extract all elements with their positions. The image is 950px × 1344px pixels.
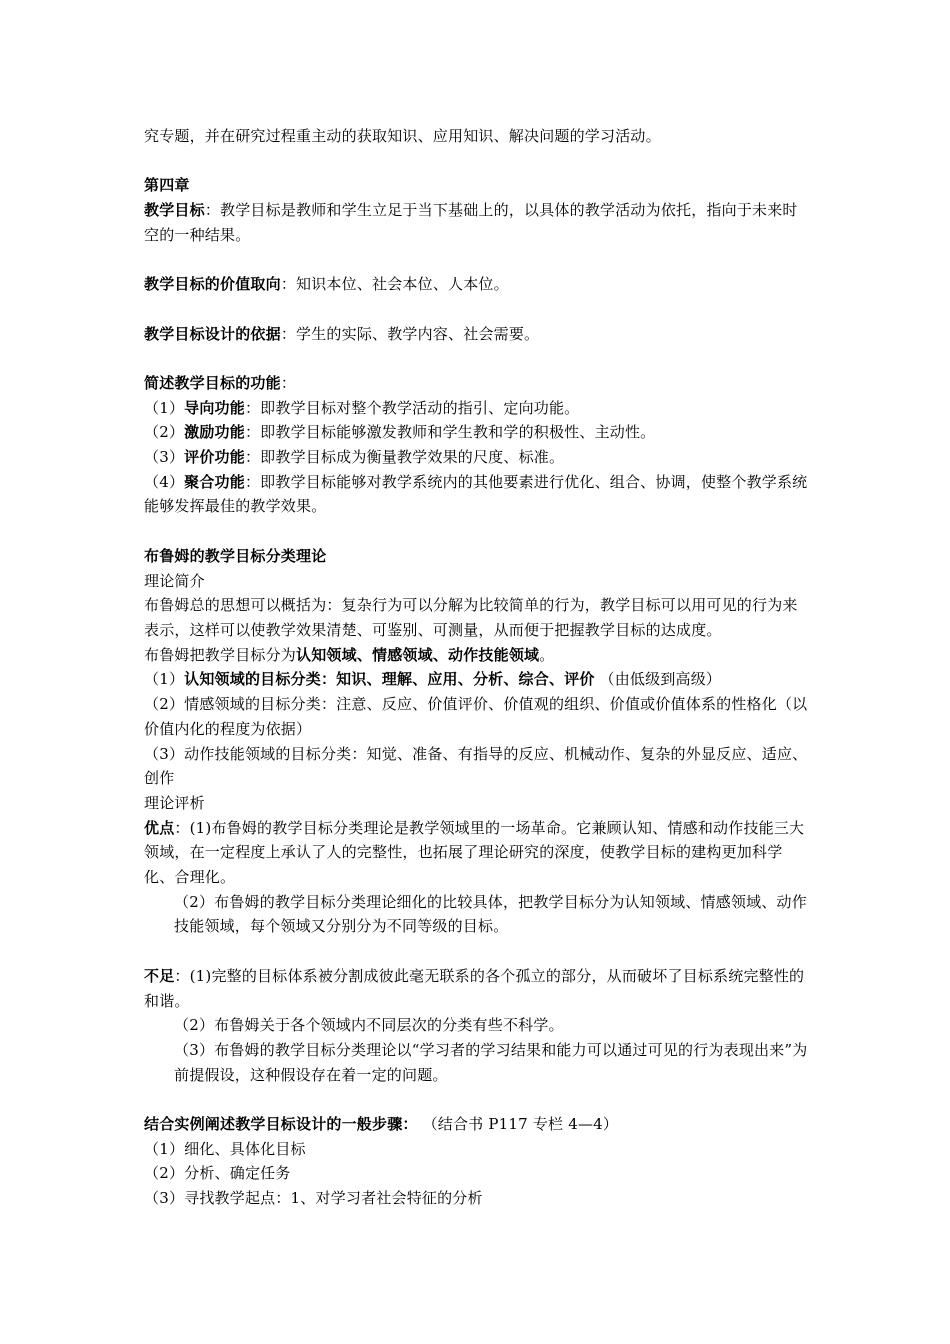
psychomotor-domain: （3）动作技能领域的目标分类：知觉、准备、有指导的反应、机械动作、复杂的外显反应、适应、创作: [144, 744, 808, 788]
goal-definition-term: 教学目标: [144, 201, 205, 220]
value-orientation: 教学目标的价值取向：知识本位、社会本位、人本位。: [144, 275, 509, 294]
design-basis-text: 学生的实际、教学内容、社会需要。: [296, 324, 540, 343]
design-basis: 教学目标设计的依据：学生的实际、教学内容、社会需要。: [144, 324, 540, 343]
bloom-pros-2: （2）布鲁姆的教学目标分类理论细化的比较具体，把教学目标分为认知领域、情感领域、动作技能领域，每个领域又分别分为不同等级的目标。: [174, 892, 807, 936]
intro-paragraph: 究专题，并在研究过程重主动的获取知识、应用知识、解决问题的学习活动。: [144, 127, 661, 145]
chapter-heading: 第四章: [144, 176, 190, 195]
spacer: [144, 248, 810, 273]
bloom-cons-3: （3）布鲁姆的教学目标分类理论以“学习者的学习结果和能力可以通过可见的行为表现出来”为前提假设，这种假设存在着一定的问题。: [174, 1040, 808, 1084]
function-item: （3）评价功能：即教学目标成为衡量教学效果的尺度、标准。: [144, 448, 565, 467]
bloom-pros: 优点：(1)布鲁姆的教学目标分类理论是教学领域里的一场革命。它兼顾认知、情感和动作技能三大领域，在一定程度上承认了人的完整性，也拓展了理论研究的深度，使教学目标的建构更加科学化、合理化。: [144, 818, 805, 887]
step-item: （2）分析、确定任务: [144, 1164, 291, 1183]
spacer: [144, 149, 810, 174]
step-item: （1）细化、具体化目标: [144, 1139, 306, 1158]
bloom-summary: 布鲁姆总的思想可以概括为：复杂行为可以分解为比较简单的行为，教学目标可以用可见的行为来表示，这样可以使教学效果清楚、可鉴别、可测量，从而便于把握教学目标的达成度。: [144, 596, 798, 639]
value-orientation-text: 知识本位、社会本位、人本位。: [296, 275, 509, 294]
bloom-cons-2: （2）布鲁姆关于各个领域内不同层次的分类有些不科学。: [174, 1016, 564, 1035]
spacer: [144, 519, 810, 544]
bloom-analysis-heading: 理论评析: [144, 793, 205, 812]
spacer: [144, 297, 810, 322]
document-body: [144, 124, 810, 1211]
bloom-intro-heading: 理论简介: [144, 571, 205, 590]
spacer: [144, 1087, 810, 1112]
step-item: （3）寻找教学起点：1、对学习者社会特征的分析: [144, 1189, 483, 1208]
value-orientation-term: 教学目标的价值取向: [144, 275, 281, 294]
function-item: （2）激励功能：即教学目标能够激发教师和学生教和学的积极性、主动性。: [144, 423, 656, 442]
spacer: [144, 939, 810, 964]
affective-domain: （2）情感领域的目标分类：注意、反应、价值评价、价值观的组织、价值或价值体系的性格化（以价值内化的程度为依据）: [144, 695, 808, 738]
bloom-cons: 不足：(1)完整的目标体系被分割成彼此毫无联系的各个孤立的部分，从而破坏了目标系统完整性的和谐。: [144, 966, 805, 1010]
functions-heading: 简述教学目标的功能：: [144, 373, 297, 392]
spacer: [144, 346, 810, 371]
goal-definition-text: 教学目标是教师和学生立足于当下基础上的，以具体的教学活动为依托，指向于未来时空的一种结果。: [144, 201, 798, 244]
function-item: （4）聚合功能：即教学目标能够对教学系统内的其他要素进行优化、组合、协调，使整个教学系统能够发挥最佳的教学效果。: [144, 472, 808, 516]
steps-heading: 结合实例阐述教学目标设计的一般步骤： （结合书 P117 专栏 4—4）: [144, 1115, 619, 1134]
bloom-domains: 布鲁姆把教学目标分为认知领域、情感领域、动作技能领域。: [144, 645, 555, 664]
cognitive-domain: （1）认知领域的目标分类：知识、理解、应用、分析、综合、评价 （由低级到高级）: [144, 670, 722, 689]
goal-definition: 教学目标：教学目标是教师和学生立足于当下基础上的，以具体的教学活动为依托，指向于未来时空的一种结果。: [144, 201, 798, 244]
function-item: （1）导向功能：即教学目标对整个教学活动的指引、定向功能。: [144, 398, 580, 417]
design-basis-term: 教学目标设计的依据: [144, 324, 281, 343]
bloom-heading: 布鲁姆的教学目标分类理论: [144, 546, 327, 565]
